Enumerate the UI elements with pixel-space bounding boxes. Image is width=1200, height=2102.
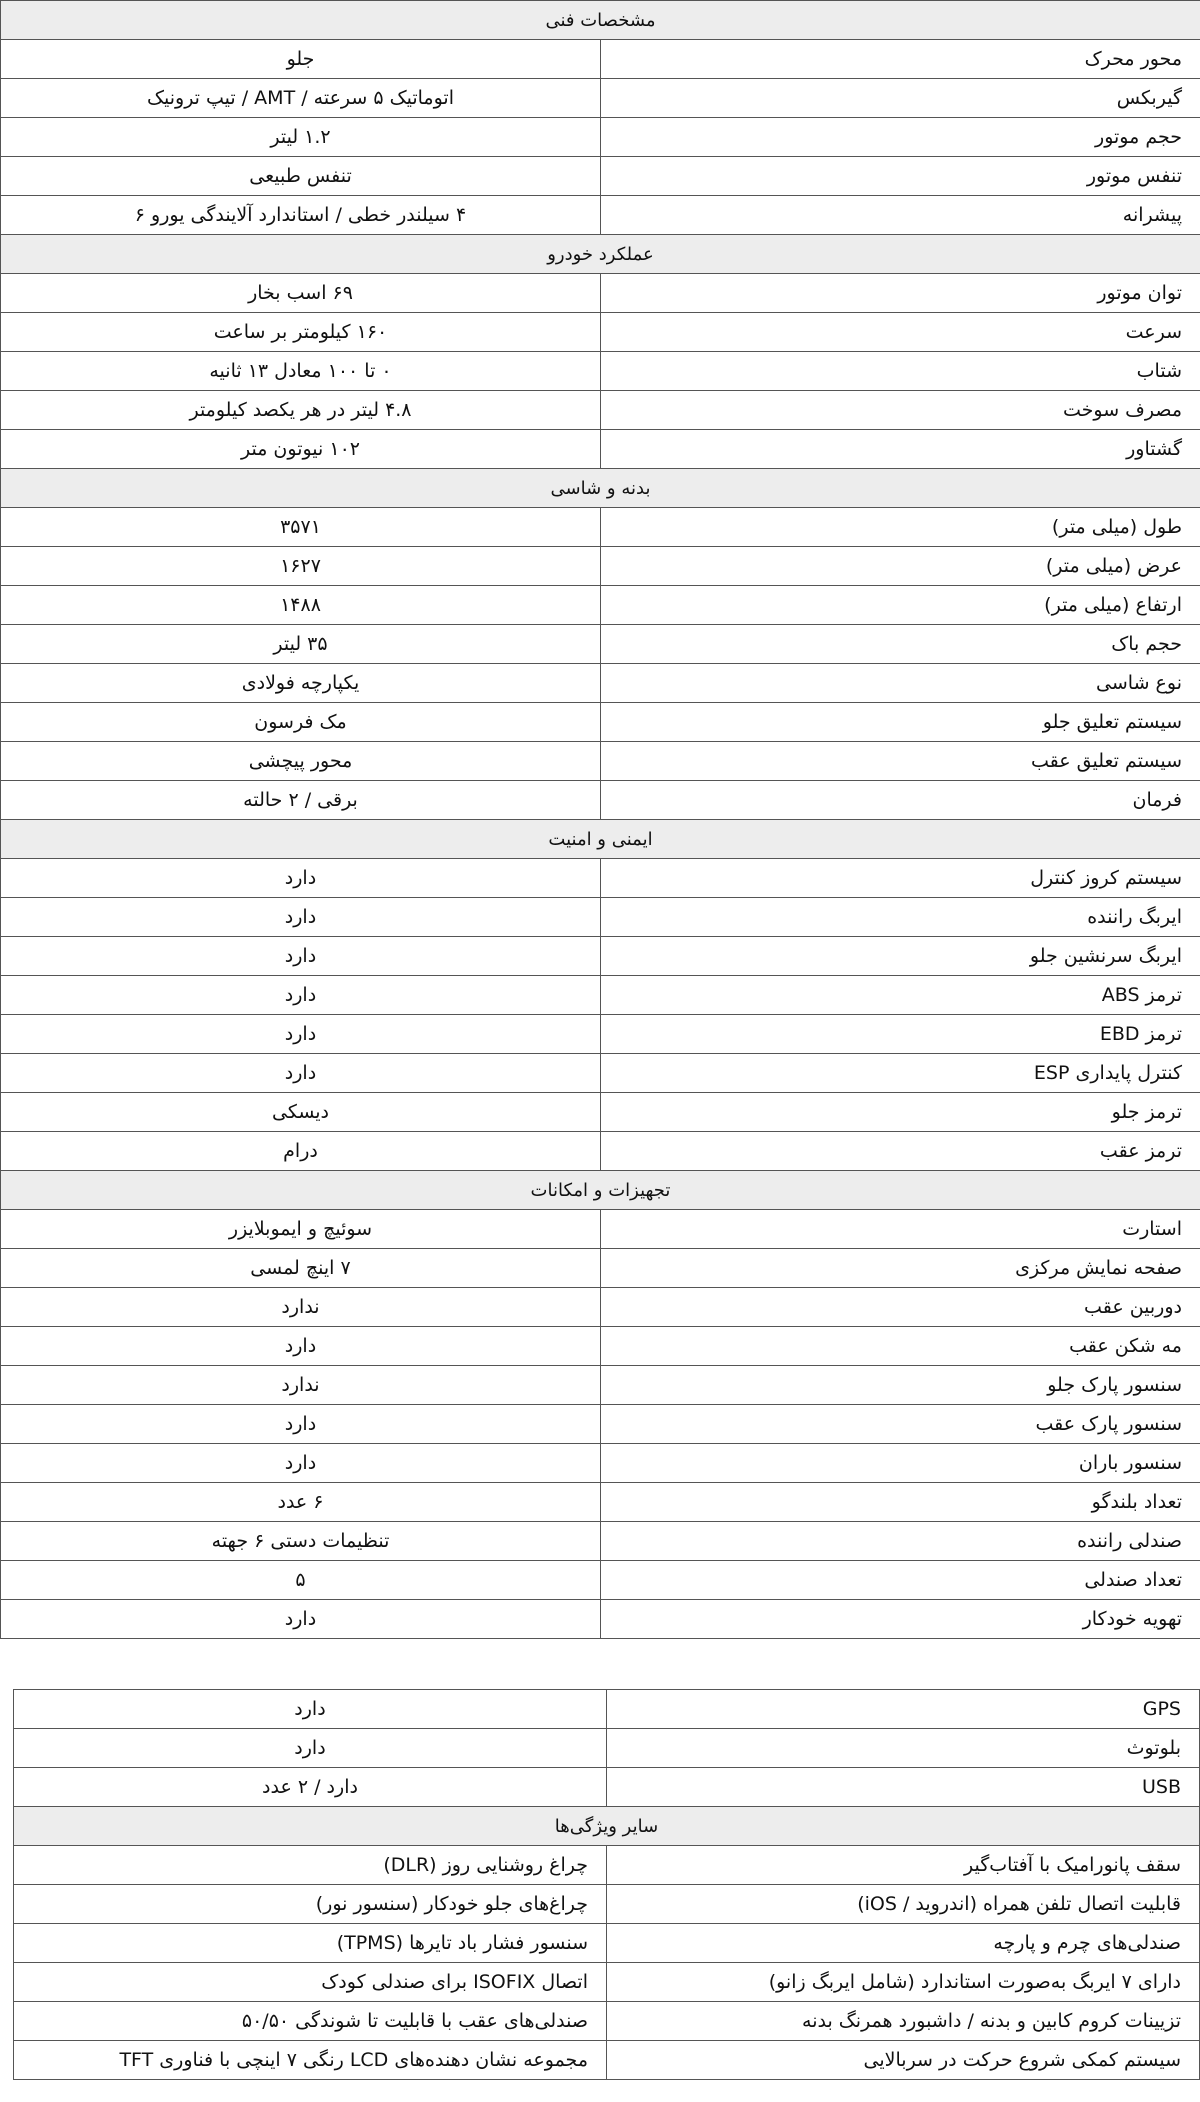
feature-right: سیستم کمکی شروع حرکت در سربالایی [607, 2041, 1200, 2080]
spec-row [1, 274, 1200, 313]
section-header [1, 469, 1200, 508]
spec-label: USB [607, 1768, 1200, 1807]
spec-row [1, 1483, 1200, 1522]
section-title: بدنه و شاسی [1, 469, 1200, 508]
spec-value: مک فرسون [1, 703, 601, 742]
spec-label: مصرف سوخت [601, 391, 1200, 430]
spec-value: ۶ عدد [1, 1483, 601, 1522]
spec-row [1, 40, 1200, 79]
spec-row [1, 430, 1200, 469]
spec-row [14, 1729, 1200, 1768]
spec-value: دارد [1, 898, 601, 937]
spec-value: دیسکی [1, 1093, 601, 1132]
spec-value: دارد [14, 1690, 607, 1729]
section-title: سایر ویژگی‌ها [14, 1807, 1200, 1846]
spec-label: سنسور پارک عقب [601, 1405, 1200, 1444]
spec-value: ۱.۲ لیتر [1, 118, 601, 157]
feature-left: صندلی‌های عقب با قابلیت تا شوندگی ۵۰/۵۰ [14, 2002, 607, 2041]
spec-row [1, 976, 1200, 1015]
spec-row [1, 1327, 1200, 1366]
feature-left: اتصال ISOFIX برای صندلی کودک [14, 1963, 607, 2002]
spec-value: تنفس طبیعی [1, 157, 601, 196]
spec-row [1, 313, 1200, 352]
spec-label: GPS [607, 1690, 1200, 1729]
section-title: تجهیزات و امکانات [1, 1171, 1200, 1210]
spec-value: سوئیچ و ایموبلایزر [1, 1210, 601, 1249]
spec-label: سیستم تعلیق عقب [601, 742, 1200, 781]
section-header [14, 1807, 1200, 1846]
spec-row [1, 586, 1200, 625]
spec-row [1, 196, 1200, 235]
spec-row [1, 1249, 1200, 1288]
spec-row [1, 118, 1200, 157]
feature-right: صندلی‌های چرم و پارچه [607, 1924, 1200, 1963]
spec-row [1, 1054, 1200, 1093]
spec-row [1, 898, 1200, 937]
spec-row [1, 664, 1200, 703]
spec-value: برقی / ۲ حالته [1, 781, 601, 820]
spec-value: ندارد [1, 1288, 601, 1327]
spec-row [1, 1600, 1200, 1639]
spec-label: بلوتوث [607, 1729, 1200, 1768]
spec-value: دارد [1, 1405, 601, 1444]
features-table [13, 1689, 1200, 2080]
spec-label: پیشرانه [601, 196, 1200, 235]
spec-row [1, 703, 1200, 742]
spec-label: حجم باک [601, 625, 1200, 664]
spec-label: شتاب [601, 352, 1200, 391]
spec-row [1, 157, 1200, 196]
spec-row [1, 1288, 1200, 1327]
spec-value: ۶۹ اسب بخار [1, 274, 601, 313]
feature-right: دارای ۷ ایربگ به‌صورت استاندارد (شامل ایربگ زانو) [607, 1963, 1200, 2002]
spec-label: سرعت [601, 313, 1200, 352]
spec-value: ۱۶۲۷ [1, 547, 601, 586]
spec-value: ۴.۸ لیتر در هر یکصد کیلومتر [1, 391, 601, 430]
spec-label: تعداد صندلی [601, 1561, 1200, 1600]
section-title: عملکرد خودرو [1, 235, 1200, 274]
spec-value: دارد [14, 1729, 607, 1768]
spec-value: محور پیچشی [1, 742, 601, 781]
spec-label: سنسور پارک جلو [601, 1366, 1200, 1405]
spec-row [1, 742, 1200, 781]
feature-row [14, 1963, 1200, 2002]
spec-row [1, 547, 1200, 586]
feature-left: سنسور فشار باد تایرها (TPMS) [14, 1924, 607, 1963]
spec-value: دارد [1, 1600, 601, 1639]
spec-value: دارد / ۲ عدد [14, 1768, 607, 1807]
spec-label: طول (میلی متر) [601, 508, 1200, 547]
spec-value: ۱۴۸۸ [1, 586, 601, 625]
spec-row [1, 1132, 1200, 1171]
spec-value: یکپارچه فولادی [1, 664, 601, 703]
feature-left: مجموعه نشان دهنده‌های LCD رنگی ۷ اینچی با فناوری TFT [14, 2041, 607, 2080]
spec-row [1, 937, 1200, 976]
spec-label: گشتاور [601, 430, 1200, 469]
spec-row [1, 1210, 1200, 1249]
spec-label: ایربگ راننده [601, 898, 1200, 937]
spec-value: دارد [1, 937, 601, 976]
section-header [1, 1171, 1200, 1210]
feature-row [14, 2041, 1200, 2080]
spec-value: ۴ سیلندر خطی / استاندارد آلایندگی یورو ۶ [1, 196, 601, 235]
spec-label: دوربین عقب [601, 1288, 1200, 1327]
spec-label: مه شکن عقب [601, 1327, 1200, 1366]
feature-left: چراغ روشنایی روز (DLR) [14, 1846, 607, 1885]
spec-row [14, 1690, 1200, 1729]
section-header [1, 820, 1200, 859]
spec-value: دارد [1, 1444, 601, 1483]
spec-value: دارد [1, 1327, 601, 1366]
spec-label: صندلی راننده [601, 1522, 1200, 1561]
spec-value: ۱۶۰ کیلومتر بر ساعت [1, 313, 601, 352]
spec-row [1, 781, 1200, 820]
section-header [1, 235, 1200, 274]
spec-row [1, 1444, 1200, 1483]
spec-value: دارد [1, 976, 601, 1015]
feature-row [14, 1885, 1200, 1924]
feature-right: سقف پانورامیک با آفتاب‌گیر [607, 1846, 1200, 1885]
feature-row [14, 1924, 1200, 1963]
spec-value: دارد [1, 859, 601, 898]
spec-label: تنفس موتور [601, 157, 1200, 196]
feature-left: چراغ‌های جلو خودکار (سنسور نور) [14, 1885, 607, 1924]
spec-row [1, 1015, 1200, 1054]
spec-label: سنسور باران [601, 1444, 1200, 1483]
spec-label: تعداد بلندگو [601, 1483, 1200, 1522]
spec-value: درام [1, 1132, 601, 1171]
spec-label: تهویه خودکار [601, 1600, 1200, 1639]
spec-label: ارتفاع (میلی متر) [601, 586, 1200, 625]
spec-label: توان موتور [601, 274, 1200, 313]
spec-row [14, 1768, 1200, 1807]
feature-row [14, 2002, 1200, 2041]
section-header [1, 1, 1200, 40]
spec-label: ترمز ABS [601, 976, 1200, 1015]
spec-row [1, 1093, 1200, 1132]
spec-label: فرمان [601, 781, 1200, 820]
spec-label: صفحه نمایش مرکزی [601, 1249, 1200, 1288]
spec-value: ۵ [1, 1561, 601, 1600]
spec-value: دارد [1, 1054, 601, 1093]
spec-row [1, 1522, 1200, 1561]
spec-label: استارت [601, 1210, 1200, 1249]
spec-label: نوع شاسی [601, 664, 1200, 703]
spec-label: ترمز EBD [601, 1015, 1200, 1054]
spec-value: ۳۵ لیتر [1, 625, 601, 664]
spec-row [1, 1366, 1200, 1405]
spec-value: ۰ تا ۱۰۰ معادل ۱۳ ثانیه [1, 352, 601, 391]
spec-value: تنظیمات دستی ۶ جهته [1, 1522, 601, 1561]
spec-row [1, 391, 1200, 430]
section-title: مشخصات فنی [1, 1, 1200, 40]
spec-row [1, 352, 1200, 391]
spec-value: اتوماتیک ۵ سرعته / AMT / تیپ ترونیک [1, 79, 601, 118]
spec-value: ۱۰۲ نیوتون متر [1, 430, 601, 469]
spec-value: ۷ اینچ لمسی [1, 1249, 601, 1288]
spec-label: ایربگ سرنشین جلو [601, 937, 1200, 976]
spec-row [1, 1405, 1200, 1444]
spec-row [1, 508, 1200, 547]
feature-row [14, 1846, 1200, 1885]
spec-row [1, 79, 1200, 118]
spec-value: جلو [1, 40, 601, 79]
spec-value: ۳۵۷۱ [1, 508, 601, 547]
spec-label: محور محرک [601, 40, 1200, 79]
spec-row [1, 1561, 1200, 1600]
spec-label: ترمز جلو [601, 1093, 1200, 1132]
feature-right: قابلیت اتصال تلفن همراه (اندروید / iOS) [607, 1885, 1200, 1924]
spec-value: ندارد [1, 1366, 601, 1405]
spec-label: کنترل پایداری ESP [601, 1054, 1200, 1093]
spec-label: ترمز عقب [601, 1132, 1200, 1171]
spec-label: عرض (میلی متر) [601, 547, 1200, 586]
spec-label: سیستم تعلیق جلو [601, 703, 1200, 742]
spec-value: دارد [1, 1015, 601, 1054]
spec-label: گیربکس [601, 79, 1200, 118]
spec-label: حجم موتور [601, 118, 1200, 157]
feature-right: تزیینات کروم کابین و بدنه / داشبورد همرنگ بدنه [607, 2002, 1200, 2041]
spec-row [1, 859, 1200, 898]
spec-row [1, 625, 1200, 664]
section-title: ایمنی و امنیت [1, 820, 1200, 859]
spec-label: سیستم کروز کنترل [601, 859, 1200, 898]
